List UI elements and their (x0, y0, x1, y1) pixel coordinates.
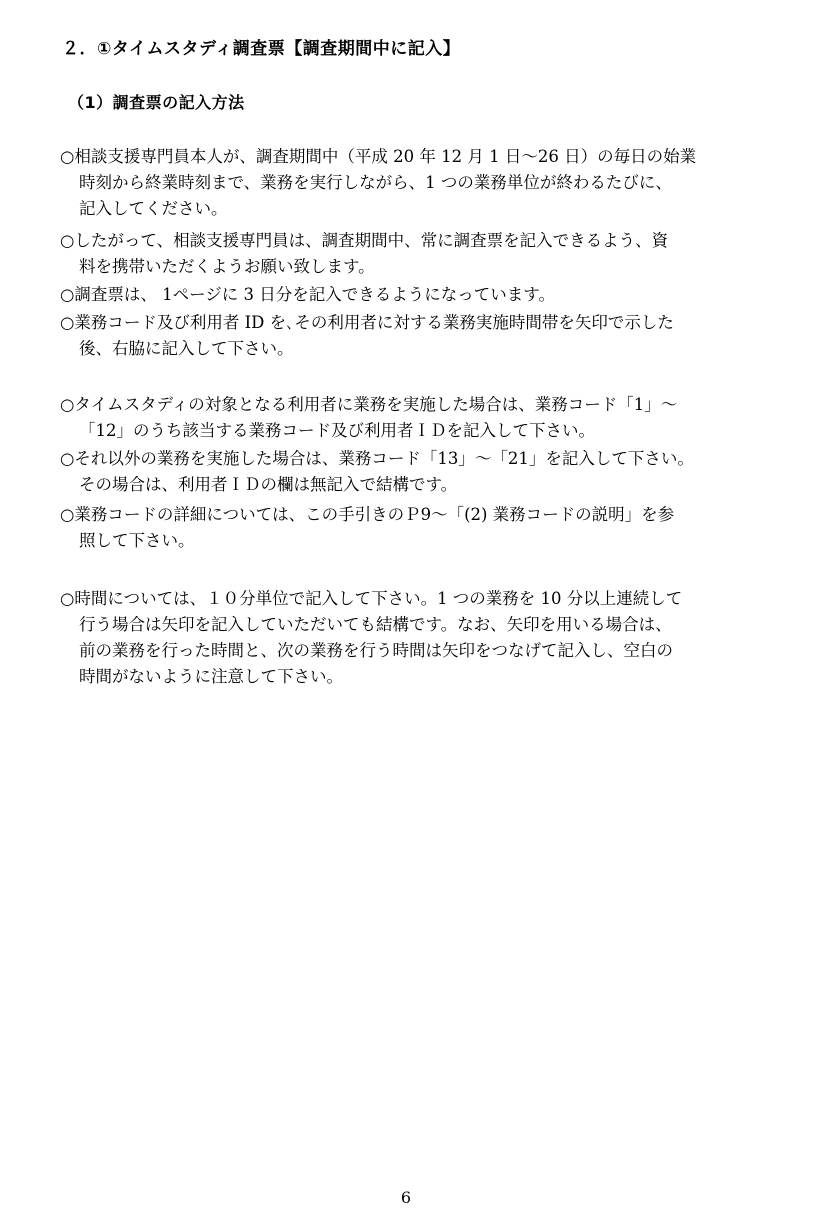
paragraph-line: ○業務コード及び利用者 ID を､その利用者に対する業務実施時間帯を矢印で示した (60, 313, 674, 332)
page-number: 6 (400, 1188, 412, 1207)
paragraph-line: ○時間については、１０分単位で記入して下さい。1 つの業務を 10 分以上連続して (60, 589, 683, 608)
paragraph-line: ○それ以外の業務を実施した場合は、業務コード「13」〜「21」を記入して下さい。 (60, 449, 694, 468)
paragraph-line: 行う場合は矢印を記入していただいても結構です。なお、矢印を用いる場合は、 (79, 615, 672, 634)
paragraph-line: ○調査票は、 1ページに 3 日分を記入できるようになっています。 (60, 285, 555, 304)
subsection-heading: （1）調査票の記入方法 (68, 93, 245, 112)
paragraph-line: ○業務コードの詳細については、この手引きのＰ9〜「(2) 業務コードの説明」を参 (60, 505, 675, 524)
paragraph-line: ○タイムスタディの対象となる利用者に業務を実施した場合は、業務コード「1」〜 (60, 395, 678, 414)
paragraph-line: ○相談支援専門員本人が、調査期間中（平成 20 年 12 月 1 日〜26 日）の毎日の始業 (60, 147, 697, 166)
paragraph-line: 後、右脇に記入して下さい。 (79, 339, 294, 358)
paragraph-three-days-per-page (60, 282, 746, 308)
paragraph-target-users (60, 392, 746, 444)
paragraph-line: 時間がないように注意して下さい。 (79, 667, 343, 686)
paragraph-time-units (60, 586, 746, 690)
paragraph-other-tasks (60, 446, 746, 498)
paragraph-respondent-entry (60, 144, 746, 222)
paragraph-line: 照して下さい。 (79, 531, 195, 550)
paragraph-line: 料を携帯いただくようお願い致します。 (79, 257, 375, 276)
paragraph-line: 時刻から終業時刻まで、業務を実行しながら、1 つの業務単位が終わるたびに、 (79, 173, 672, 192)
paragraph-line: 「12」のうち該当する業務コード及び利用者ＩＤを記入して下さい。 (79, 421, 595, 440)
paragraph-line: その場合は、利用者ＩＤの欄は無記入で結構です。 (79, 475, 458, 494)
paragraph-line: 前の業務を行った時間と、次の業務を行う時間は矢印をつなげて記入し、空白の (79, 641, 673, 660)
paragraph-line: 記入してください。 (79, 199, 228, 218)
paragraph-carry-form (60, 228, 746, 280)
section-heading: ２．①タイムスタディ調査票【調査期間中に記入】 (62, 39, 461, 59)
paragraph-code-details (60, 502, 746, 554)
paragraph-line: ○したがって、相談支援専門員は、調査期間中、常に調査票を記入できるよう、資 (60, 231, 669, 250)
paragraph-code-and-id (60, 310, 746, 362)
